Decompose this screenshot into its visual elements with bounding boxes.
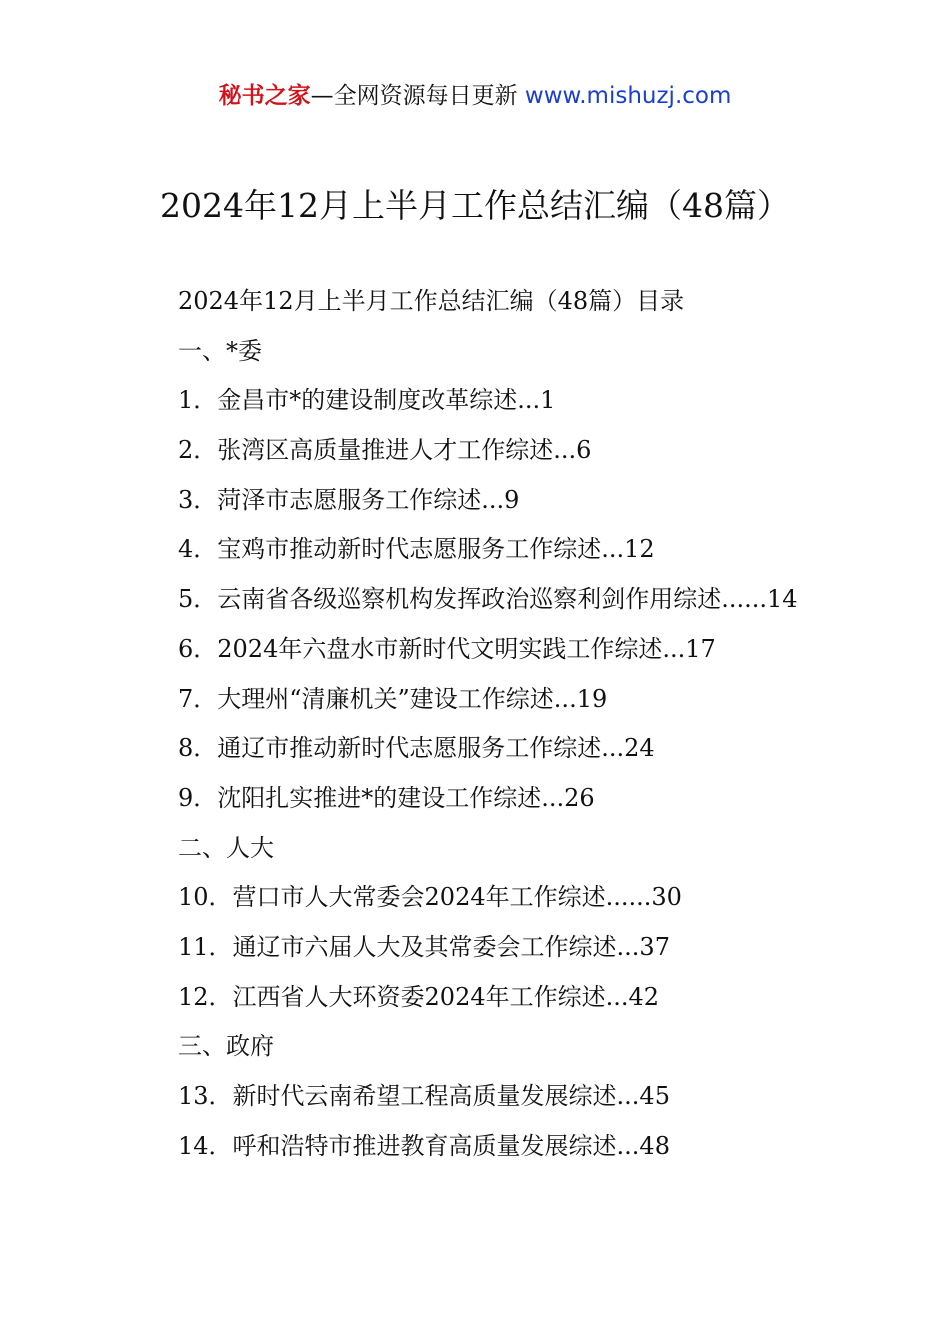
site-url-link[interactable]: www.mishuzj.com [524, 83, 732, 109]
toc-entry: 14．呼和浩特市推进教育高质量发展综述...48 [178, 1131, 670, 1160]
toc-entry: 2．张湾区高质量推进人才工作综述...6 [178, 436, 592, 465]
header-tagline: —全网资源每日更新 [310, 83, 525, 109]
site-header [0, 80, 950, 112]
toc-entry: 7．大理州“清廉机关”建设工作综述...19 [178, 684, 608, 713]
toc-entry: 13．新时代云南希望工程高质量发展综述...45 [178, 1082, 670, 1110]
toc-section-heading: 三、政府 [178, 1032, 274, 1061]
brand-name: 秘书之家 [218, 83, 311, 109]
toc-entry: 11．通辽市六届人大及其常委会工作综述...37 [178, 932, 670, 961]
toc-entry: 10．营口市人大常委会2024年工作综述......30 [178, 883, 682, 912]
toc-entry: 5．云南省各级巡察机构发挥政治巡察利剑作用综述......14 [178, 585, 798, 614]
toc-section-heading: 一、*委 [178, 336, 262, 365]
toc-section-heading: 二、人大 [178, 833, 274, 862]
toc-entry: 6．2024年六盘水市新时代文明实践工作综述...17 [178, 634, 716, 663]
toc-heading: 2024年12月上半月工作总结汇编（48篇）目录 [178, 287, 685, 315]
toc-entry: 3．菏泽市志愿服务工作综述...9 [178, 485, 520, 514]
toc-entry: 8．通辽市推动新时代志愿服务工作综述...24 [178, 734, 655, 763]
toc-entry: 12．江西省人大环资委2024年工作综述...42 [178, 982, 660, 1011]
toc-entry: 9．沈阳扎实推进*的建设工作综述...26 [178, 783, 595, 812]
table-of-contents [178, 286, 908, 1180]
toc-entry: 4．宝鸡市推动新时代志愿服务工作综述...12 [178, 535, 655, 564]
document-title: 2024年12月上半月工作总结汇编（48篇） [160, 186, 790, 225]
toc-entry: 1．金昌市*的建设制度改革综述...1 [178, 386, 556, 415]
